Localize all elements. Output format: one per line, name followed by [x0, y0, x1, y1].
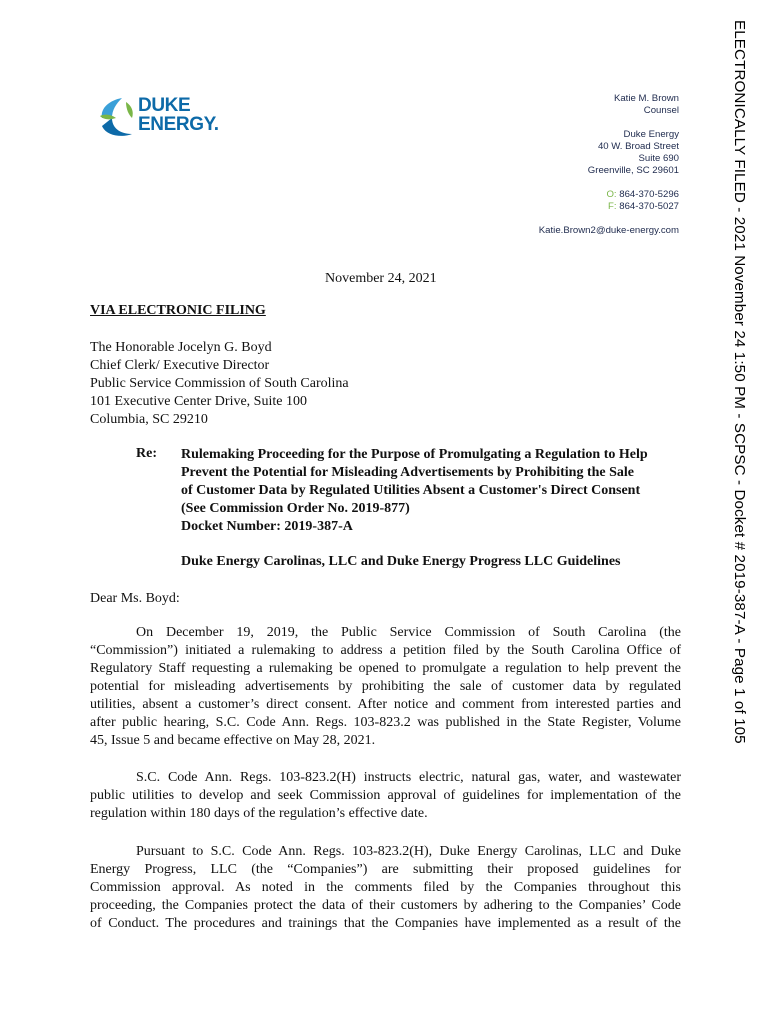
paragraph-line: Regulatory Staff requesting a rulemaking be opened to promulgate a regulation to help prevent the: [90, 661, 681, 676]
re-subject: [181, 446, 681, 536]
re-label: Re:: [136, 446, 157, 461]
paragraph-line: public utilities to develop and seek Commission approval of guidelines for implementation of the: [90, 788, 681, 803]
re-line: Prevent the Potential for Misleading Advertisements by Prohibiting the Sale: [181, 465, 635, 480]
salutation: Dear Ms. Boyd:: [90, 591, 180, 606]
electronic-filing-stamp: ELECTRONICALLY FILED - 2021 November 24 1:50 PM - SCPSC - Docket # 2019-387-A - Page 1 of 105: [731, 20, 748, 744]
re-line: of Customer Data by Regulated Utilities Absent a Customer's Direct Consent: [181, 483, 641, 498]
logo-line-energy: ENERGY.: [138, 114, 219, 135]
re-line: (See Commission Order No. 2019-877): [181, 501, 410, 516]
recipient-street: 101 Executive Center Drive, Suite 100: [90, 394, 307, 409]
office-phone-number: 864-370-5296: [619, 189, 679, 200]
recipient-city: Columbia, SC 29210: [90, 412, 208, 427]
duke-energy-logo: [96, 94, 236, 140]
paragraph-line: S.C. Code Ann. Regs. 103-823.2(H) instructs electric, natural gas, water, and wastewater: [136, 770, 681, 785]
author-title: Counsel: [643, 105, 679, 116]
suite: Suite 690: [638, 153, 679, 164]
paragraph-line: proceeding, the Companies protect the data of their customers by adhering to the Companies’ Code: [90, 898, 681, 913]
paragraph-line: regulation within 180 days of the regulation’s effective date.: [90, 806, 428, 821]
re-line: Docket Number: 2019-387-A: [181, 519, 353, 534]
paragraph-line: after public hearing, S.C. Code Ann. Regs. 103-823.2 was published in the State Register, Volume: [90, 715, 681, 730]
recipient-name: The Honorable Jocelyn G. Boyd: [90, 340, 272, 355]
letterhead: [539, 93, 679, 237]
logo-line-duke: DUKE: [138, 95, 191, 116]
paragraph-line: 45, Issue 5 and became effective on May 28, 2021.: [90, 733, 376, 748]
body-paragraph-1: [90, 624, 681, 750]
re-line: Rulemaking Proceeding for the Purpose of Promulgating a Regulation to Help: [181, 447, 648, 462]
recipient-title: Chief Clerk/ Executive Director: [90, 358, 270, 373]
guidelines-heading: Duke Energy Carolinas, LLC and Duke Energy Progress LLC Guidelines: [181, 554, 621, 569]
city-state-zip: Greenville, SC 29601: [587, 165, 679, 176]
body-paragraph-2: [90, 769, 681, 823]
company-name: Duke Energy: [623, 129, 679, 140]
body-paragraph-3: [90, 843, 681, 933]
street-address: 40 W. Broad Street: [597, 141, 679, 152]
office-phone-label: O:: [606, 189, 617, 200]
fax-number-value: 864-370-5027: [619, 201, 679, 212]
paragraph-line: Pursuant to S.C. Code Ann. Regs. 103-823.2(H), Duke Energy Carolinas, LLC and Duke: [136, 844, 681, 859]
duke-energy-logo-mark-icon: [96, 94, 138, 140]
paragraph-line: “Commission”) initiated a rulemaking to address a petition filed by the South Carolina Office of: [90, 643, 681, 658]
letter-date: November 24, 2021: [325, 271, 437, 286]
paragraph-line: On December 19, 2019, the Public Service Commission of South Carolina (the: [136, 625, 681, 640]
email-address: Katie.Brown2@duke-energy.com: [538, 225, 679, 236]
fax-number: [539, 201, 679, 213]
paragraph-line: potential for misleading advertisements by prohibiting the sale of customer data by regulated: [90, 679, 681, 694]
paragraph-line: Energy Progress, LLC (the “Companies”) are submitting their proposed guidelines for: [90, 862, 681, 877]
via-electronic-filing: VIA ELECTRONIC FILING: [90, 303, 266, 318]
author-name: Katie M. Brown: [613, 93, 679, 104]
fax-label: F:: [608, 201, 617, 212]
paragraph-line: utilities, absent a customer’s direct consent. After notice and comment from interested parties and: [90, 697, 681, 712]
paragraph-line: of Conduct. The procedures and trainings that the Companies have implemented as a result of the: [90, 916, 681, 931]
office-phone: [539, 189, 679, 201]
paragraph-line: Commission approval. As noted in the comments filed by the Companies throughout this: [90, 880, 681, 895]
logo-wordmark: [138, 96, 219, 134]
recipient-address: [90, 339, 349, 429]
recipient-organization: Public Service Commission of South Carolina: [90, 376, 349, 391]
